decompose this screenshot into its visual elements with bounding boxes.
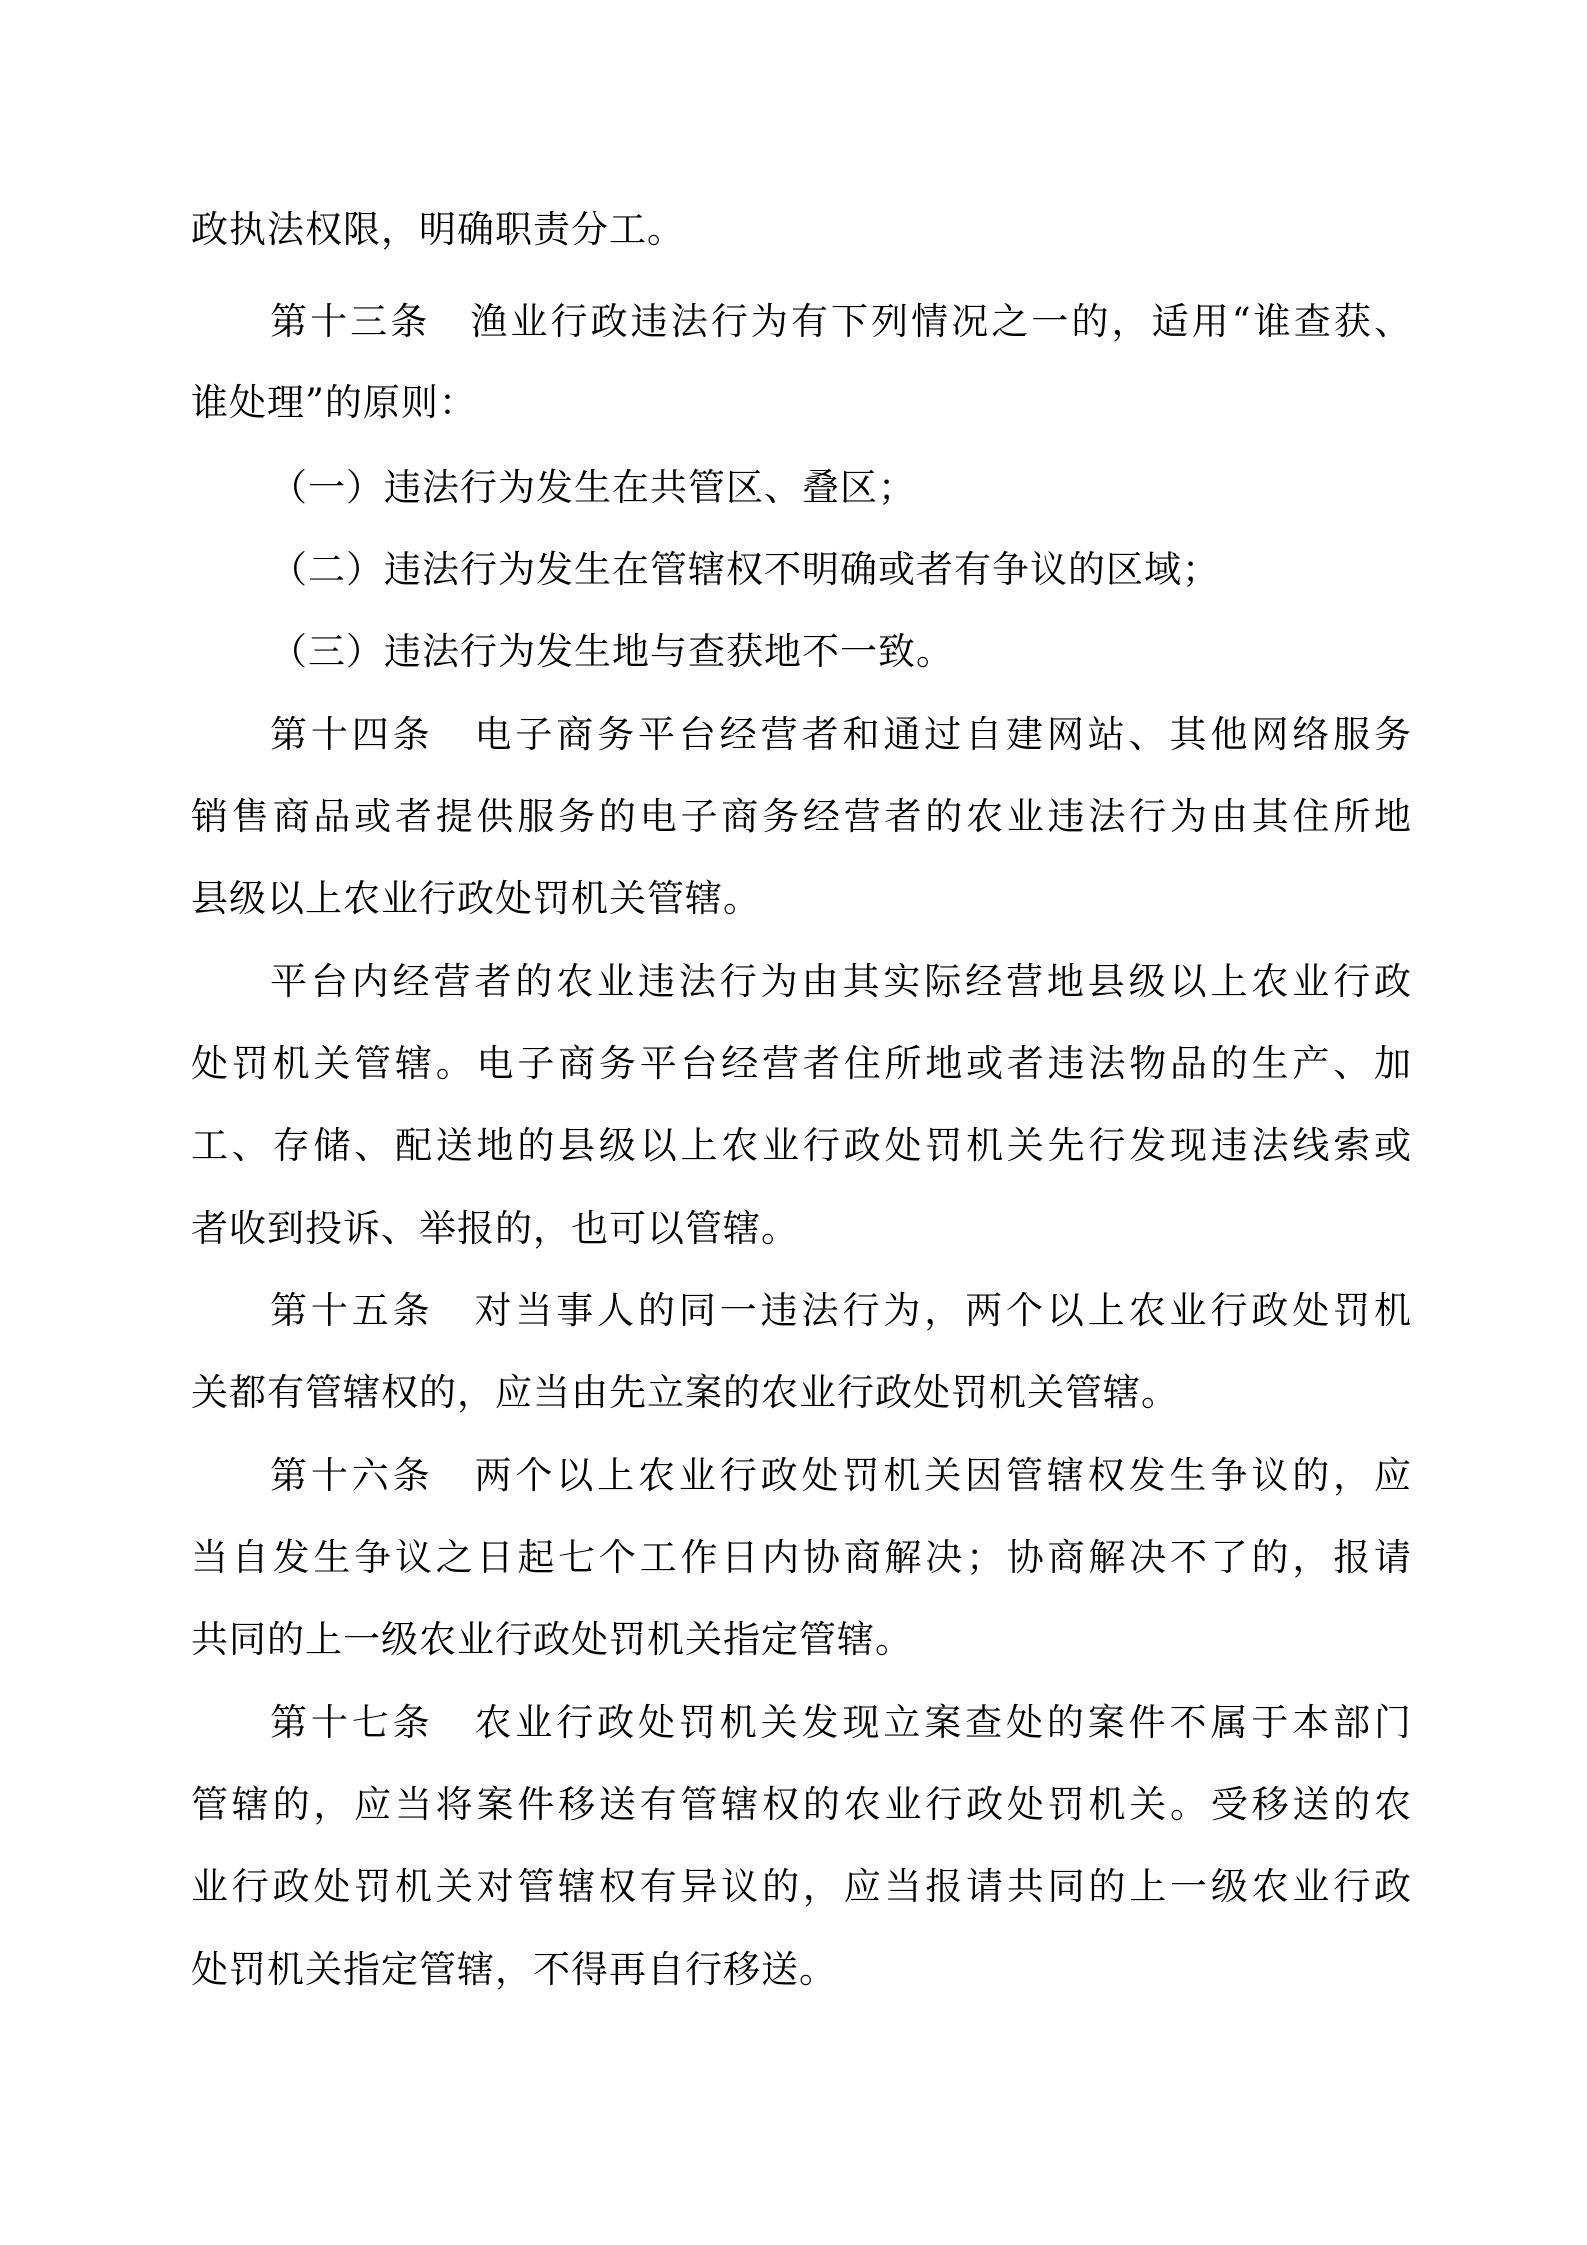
list-item: （三）违法行为发生地与查获地不一致。 [270, 630, 954, 673]
text-line: 管辖的，应当将案件移送有管辖权的农业行政处罚机关。受移送的农 [191, 1783, 1412, 1826]
text-line: 处罚机关管辖。电子商务平台经营者住所地或者违法物品的生产、加 [191, 1042, 1412, 1085]
paragraph-line: 平台内经营者的农业违法行为由其实际经营地县级以上农业行政 [270, 960, 1412, 1003]
text-line: 者收到投诉、举报的，也可以管辖。 [191, 1207, 799, 1250]
text-line: 共同的上一级农业行政处罚机关指定管辖。 [191, 1618, 913, 1661]
text-line: 关都有管辖权的，应当由先立案的农业行政处罚机关管辖。 [191, 1371, 1179, 1414]
text-line: 谁处理”的原则： [191, 381, 477, 424]
text-line: 当自发生争议之日起七个工作日内协商解决；协商解决不了的，报请 [191, 1536, 1412, 1579]
text-line: 业行政处罚机关对管辖权有异议的，应当报请共同的上一级农业行政 [191, 1865, 1412, 1908]
text-line: 处罚机关指定管辖，不得再自行移送。 [191, 1948, 837, 1991]
text-line: 县级以上农业行政处罚机关管辖。 [191, 877, 761, 920]
list-item: （二）违法行为发生在管辖权不明确或者有争议的区域； [270, 548, 1220, 591]
article-13-heading-line: 第十三条 渔业行政违法行为有下列情况之一的，适用“谁查获、 [270, 300, 1412, 343]
text-line: 工、存储、配送地的县级以上农业行政处罚机关先行发现违法线索或 [191, 1124, 1412, 1167]
text-line: 政执法权限，明确职责分工。 [191, 208, 685, 251]
article-15-heading-line: 第十五条 对当事人的同一违法行为，两个以上农业行政处罚机 [270, 1289, 1412, 1332]
text-line: 销售商品或者提供服务的电子商务经营者的农业违法行为由其住所地 [191, 795, 1412, 838]
article-14-heading-line: 第十四条 电子商务平台经营者和通过自建网站、其他网络服务 [270, 713, 1412, 756]
list-item: （一）违法行为发生在共管区、叠区； [270, 466, 916, 509]
article-16-heading-line: 第十六条 两个以上农业行政处罚机关因管辖权发生争议的，应 [270, 1454, 1412, 1497]
article-17-heading-line: 第十七条 农业行政处罚机关发现立案查处的案件不属于本部门 [270, 1701, 1412, 1744]
